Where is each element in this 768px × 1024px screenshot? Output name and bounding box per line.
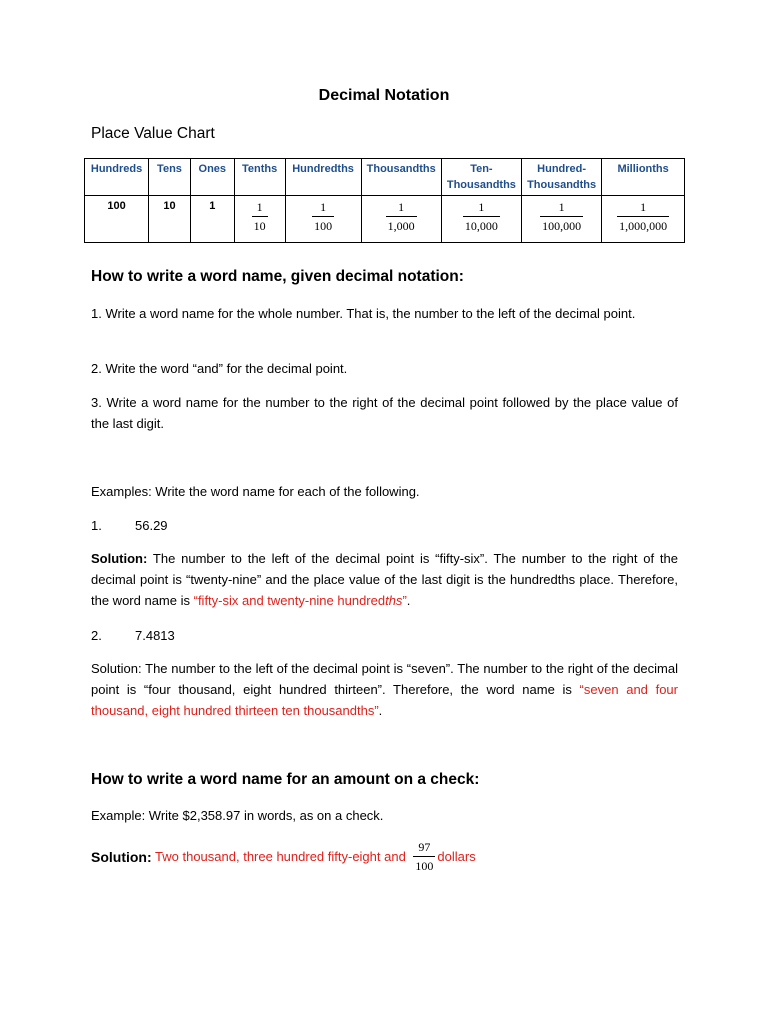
check-example: Example: Write $2,358.97 in words, as on a check. — [91, 808, 384, 823]
section-heading-decimal: How to write a word name, given decimal notation: — [91, 268, 464, 285]
step-2: 2. Write the word “and” for the decimal point. — [91, 361, 348, 376]
answer-text: Two thousand, three hundred fifty-eight and — [151, 849, 410, 864]
sentence-end: . — [378, 703, 383, 718]
cell-millionths — [602, 196, 685, 243]
example-value: 7.4813 — [135, 628, 175, 643]
header-millionths: Millionths — [602, 159, 685, 196]
header-hundred-thousandths: Hundred- Thousandths — [522, 159, 602, 196]
check-solution — [91, 840, 476, 873]
fraction: $\frac{1}{10,000}$ — [464, 200, 498, 233]
chart-subtitle: Place Value Chart — [91, 125, 215, 142]
fraction: $\frac{1}{1,000}$ — [387, 200, 415, 233]
fraction: $\frac{97}{100}$ — [415, 840, 434, 873]
example-number: 1. — [91, 518, 102, 533]
header-ten-thousandths: Ten- Thousandths — [441, 159, 521, 196]
step-1: 1. Write a word name for the whole number. That is, the number to the left of the decimal point. — [91, 306, 636, 321]
header-tens: Tens — [149, 159, 191, 196]
fraction: $\frac{1}{10}$ — [253, 200, 266, 233]
header-hundredths: Hundredths — [285, 159, 361, 196]
cell-hundredths — [285, 196, 361, 243]
page-title: Decimal Notation — [318, 87, 450, 104]
examples-intro: Examples: Write the word name for each of the following. — [91, 484, 420, 499]
header-ones: Ones — [190, 159, 234, 196]
table-value-row — [85, 196, 685, 243]
example-value: 56.29 — [135, 518, 168, 533]
header-hundreds: Hundreds — [85, 159, 149, 196]
solution-text: The number to the left of the decimal point is “fifty-six”. The number to the right of the decimal point is “twenty-nine” and the place value of the last digit is the hundredths place. Therefore, the word name is — [91, 551, 678, 608]
fraction: $\frac{1}{100,000}$ — [542, 200, 582, 233]
answer-text: “seven and four thousand, eight hundred thirteen ten thousandths” — [91, 682, 678, 718]
solution-label: Solution: — [91, 848, 152, 865]
header-tenths: Tenths — [234, 159, 285, 196]
step-3: 3. Write a word name for the number to the right of the decimal point followed by the place value of the last digit. — [91, 395, 678, 431]
cell-hundreds: 100 — [85, 196, 149, 243]
cell-ten-thousandths — [441, 196, 521, 243]
solution-2 — [91, 658, 678, 721]
sentence-end: . — [406, 593, 411, 608]
header-thousandths: Thousandths — [361, 159, 441, 196]
table-header-row — [85, 159, 685, 196]
cell-ones: 1 — [190, 196, 234, 243]
answer-text: “fifty-six and twenty-nine hundredths” — [193, 593, 407, 608]
section-heading-check: How to write a word name for an amount on a check: — [91, 771, 480, 788]
example-number: 2. — [91, 628, 102, 643]
solution-label: Solution: — [91, 661, 142, 676]
cell-tens: 10 — [149, 196, 191, 243]
solution-label: Solution: — [91, 551, 148, 566]
cell-thousandths — [361, 196, 441, 243]
cell-hundred-thousandths — [522, 196, 602, 243]
fraction: $\frac{1}{1,000,000}$ — [619, 200, 668, 233]
fraction: $\frac{1}{100}$ — [314, 200, 333, 233]
place-value-table — [84, 158, 685, 243]
solution-1 — [91, 548, 678, 611]
solution-text: The number to the left of the decimal point is “seven”. The number to the right of the decimal point is “four thousand, eight hundred thirteen”. Therefore, the word name is — [91, 661, 678, 697]
cell-tenths — [234, 196, 285, 243]
answer-suffix: dollars — [437, 849, 476, 864]
